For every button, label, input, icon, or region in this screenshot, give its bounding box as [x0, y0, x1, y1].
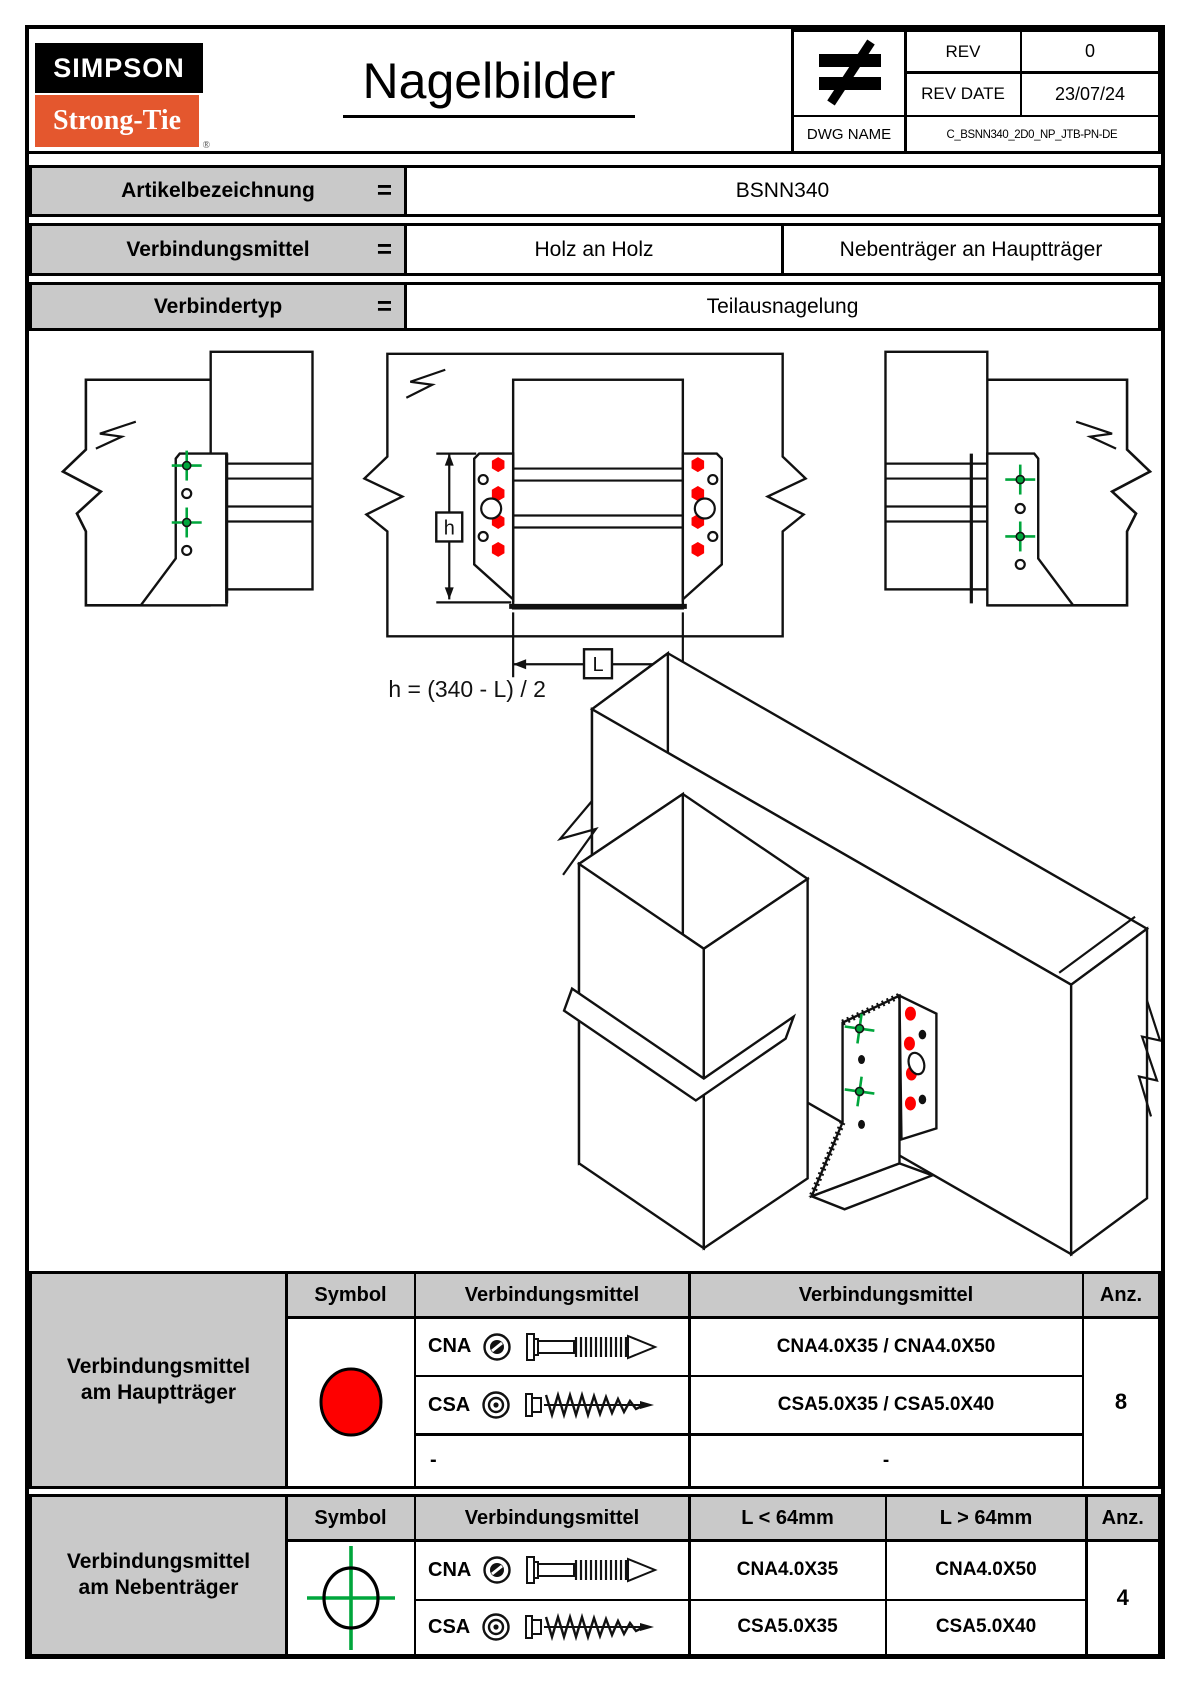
dwg-name-value: C_BSNN340_2D0_NP_JTB-PN-DE: [907, 117, 1159, 151]
rev-label: REV: [907, 32, 1020, 71]
rev-date-label: REV DATE: [907, 74, 1020, 115]
page-title-text: Nagelbilder: [343, 55, 636, 118]
cna-nail-icon: [523, 1330, 671, 1364]
not-equal-icon: [794, 32, 904, 115]
fastener-value: -: [691, 1436, 1082, 1487]
col-header-symbol: Symbol: [288, 1497, 414, 1539]
col-header-symbol: Symbol: [288, 1274, 414, 1316]
cna-head-icon: [482, 1555, 512, 1585]
break-mark-icon: [96, 422, 136, 449]
logo-strongtie: [35, 95, 210, 151]
page-title: [209, 55, 769, 118]
info-label: Verbindertyp =: [32, 285, 404, 328]
anz-value: 8: [1084, 1319, 1158, 1487]
right-2d-view: [885, 352, 1150, 606]
rev-date-value: 23/07/24: [1022, 74, 1158, 115]
rev-value: 0: [1022, 32, 1158, 71]
fastener-value: CSA5.0X35 / CSA5.0X40: [691, 1377, 1082, 1433]
main-beam-right-end: [1071, 929, 1147, 1254]
verbindertyp-value: Teilausnagelung: [407, 285, 1158, 328]
title-block: [29, 29, 1161, 154]
equals-sign: =: [376, 174, 392, 205]
anz-value: 4: [1088, 1542, 1159, 1654]
middle-2d-view: [364, 354, 805, 702]
registered-mark: ®: [202, 140, 210, 151]
cna-nail-icon: [523, 1553, 671, 1587]
logo-strongtie-text: Strong-Tie: [52, 105, 182, 136]
csa-head-icon: [481, 1612, 511, 1642]
hanger-side-plate: [141, 454, 227, 606]
fastener-value-gt: CSA5.0X40: [887, 1601, 1085, 1654]
fastener-value-gt: CNA4.0X50: [887, 1542, 1085, 1599]
col-header-l-lt-64: L < 64mm: [691, 1497, 885, 1539]
csa-head-icon: [481, 1390, 511, 1420]
dwg-name-label: DWG NAME: [794, 117, 904, 151]
main-nail-symbol: [288, 1319, 414, 1487]
fastener-table-hauptraeger: [29, 1271, 1161, 1489]
info-row-artikelbezeichnung: [29, 165, 1161, 217]
equals-sign: =: [376, 289, 392, 320]
simpson-strongtie-logo: [35, 43, 210, 151]
table-row: CNA: [416, 1542, 688, 1599]
fastener-value: CNA4.0X35 / CNA4.0X50: [691, 1319, 1082, 1375]
dim-h-label: h: [443, 517, 455, 540]
table-row-label: Verbindungsmittel am Hauptträger: [32, 1274, 285, 1486]
csa-screw-icon: [522, 1388, 670, 1422]
hanger-side-plate: [987, 454, 1073, 606]
sheet-frame: [25, 25, 1165, 1659]
table-row: CNA: [416, 1319, 688, 1375]
col-header-verbindungsmittel: Verbindungsmittel: [416, 1497, 688, 1539]
logo-simpson: SIMPSON: [35, 43, 203, 93]
col-header-verbindungsmittel: Verbindungsmittel: [416, 1274, 688, 1316]
artikelbezeichnung-value: BSNN340: [407, 168, 1158, 214]
col-header-l-gt-64: L > 64mm: [887, 1497, 1085, 1539]
verbindungsmittel-value-2: Nebenträger an Hauptträger: [784, 226, 1158, 273]
red-circle-icon: [316, 1365, 386, 1439]
fastener-value-lt: CNA4.0X35: [691, 1542, 885, 1599]
table-row: CSA: [416, 1601, 688, 1654]
height-formula: h = (340 - L) / 2: [388, 676, 546, 703]
col-header-anz: Anz.: [1088, 1497, 1159, 1539]
cna-head-icon: [482, 1332, 512, 1362]
table-row: CSA: [416, 1377, 688, 1433]
equals-sign: =: [376, 232, 392, 263]
info-row-verbindungsmittel: [29, 223, 1161, 276]
revision-block: [791, 29, 1161, 154]
info-label: Verbindungsmittel =: [32, 226, 404, 273]
iso-3d-view: [560, 653, 1160, 1254]
info-label: Artikelbezeichnung =: [32, 168, 404, 214]
fastener-table-nebentraeger: [29, 1494, 1161, 1656]
left-2d-view: [63, 352, 313, 606]
secondary-nail-symbol: [288, 1542, 414, 1654]
green-crosshair-icon: [297, 1542, 405, 1654]
technical-drawing: [29, 333, 1161, 1269]
csa-screw-icon: [522, 1610, 670, 1644]
verbindungsmittel-value-1: Holz an Holz: [407, 226, 781, 273]
col-header-verbindungsmittel-2: Verbindungsmittel: [691, 1274, 1082, 1316]
dim-l-label: L: [592, 654, 604, 677]
table-row-label: Verbindungsmittel am Nebenträger: [32, 1497, 285, 1654]
fastener-value-lt: CSA5.0X35: [691, 1601, 885, 1654]
table-row: -: [416, 1436, 688, 1487]
break-mark-icon: [1076, 422, 1116, 449]
col-header-anz: Anz.: [1084, 1274, 1158, 1316]
info-row-verbindertyp: [29, 282, 1161, 331]
